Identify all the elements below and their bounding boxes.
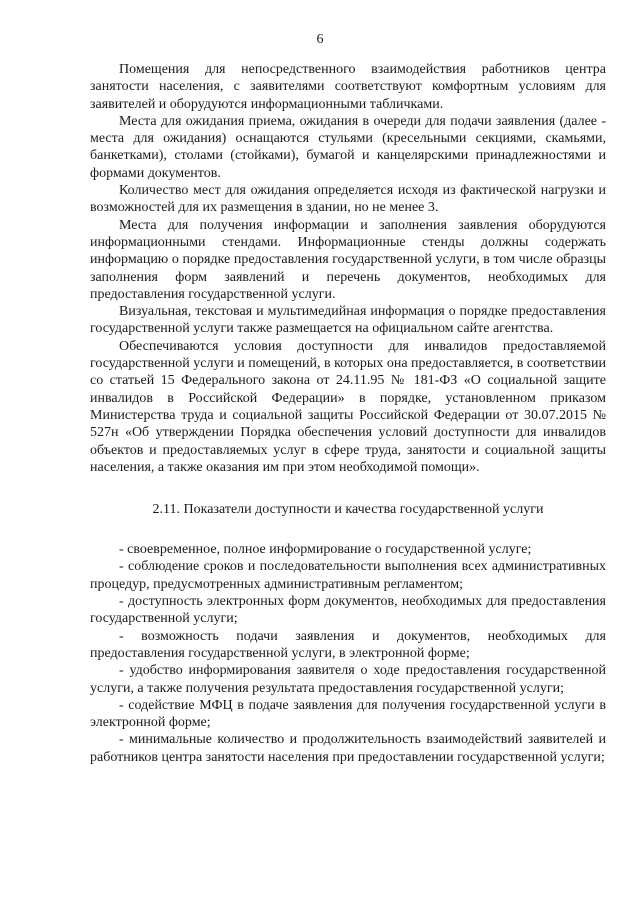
- paragraph-waiting-places: Места для ожидания приема, ожидания в очереди для подачи заявления (далее - места для ожидания) оснащаются стульями (кресельными секциями, скамьями, банкетками), столами (стойками), бумагой и канцелярскими принадлежностями и формами документов.: [90, 113, 606, 181]
- list-item: - содействие МФЦ в подаче заявления для получения государственной услуги в электронной форме;: [90, 697, 606, 731]
- list-item: - доступность электронных форм документов, необходимых для предоставления государственной услуги;: [90, 594, 606, 627]
- quality-indicators-list: [90, 541, 606, 766]
- document-body: [90, 61, 606, 766]
- paragraph-multimedia-info: Визуальная, текстовая и мультимедийная информация о порядке предоставления государственной услуги также размещается на официальном сайте агентства.: [90, 304, 606, 337]
- paragraph-seat-count: Количество мест для ожидания определяется исходя из фактической нагрузки и возможностей для их размещения в здании, но не менее 3.: [90, 183, 606, 216]
- list-item: - минимальные количество и продолжительность взаимодействий заявителей и работников центра занятости населения при предоставлении государственной услуги;: [90, 732, 606, 765]
- paragraph-info-stands: Места для получения информации и заполнения заявления оборудуются информационными стендами. Информационные стенды должны содержать информацию о порядке предоставления государственной услуги, в том числе образцы заполнения форм заявлений и перечень документов, необходимых для предоставления государственной услуги.: [90, 217, 606, 302]
- list-item: - возможность подачи заявления и документов, необходимых для предоставления государственной услуги, в электронной форме;: [90, 628, 606, 661]
- paragraph-accessibility: Обеспечиваются условия доступности для инвалидов предоставляемой государственной услуги и помещений, в которых она предоставляется, в соответствии со статьей 15 Федерального закона от 24.11.95 № 181-ФЗ «О социальной защите инвалидов в Российской Федерации» в порядке, установленном приказом Министерства труда и социальной защиты Российской Федерации от 30.07.2015 № 527н «Об утверждении Порядка обеспечения условий доступности для инвалидов объектов и предоставляемых услуг в сфере труда, занятости и социальной защиты населения, а также оказания им при этом необходимой помощи».: [90, 338, 606, 475]
- section-heading: 2.11. Показатели доступности и качества государственной услуги: [152, 502, 544, 518]
- paragraph-premises: Помещения для непосредственного взаимодействия работников центра занятости населения, с заявителями соответствуют комфортным условиям для заявителей и оборудуются информационными табличками.: [90, 62, 606, 112]
- list-item: - соблюдение сроков и последовательности выполнения всех административных процедур, предусмотренных административным регламентом;: [90, 559, 606, 592]
- list-item: - своевременное, полное информирование о государственной услуге;: [119, 542, 532, 558]
- list-item: - удобство информирования заявителя о ходе предоставления государственной услуги, а также получения результата предоставления государственной услуги;: [90, 663, 606, 696]
- page-number: 6: [316, 32, 324, 47]
